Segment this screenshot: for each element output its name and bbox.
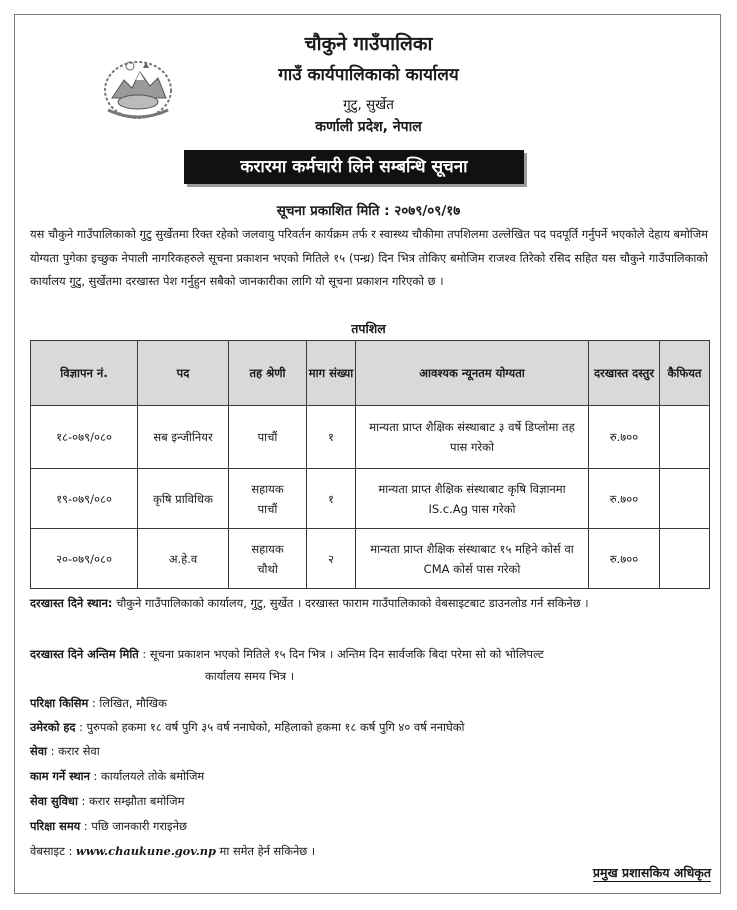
cell-level: सहायक चौथो — [229, 529, 307, 589]
col-count: माग संख्या — [307, 341, 356, 406]
deadline-label: दरखास्त दिने अन्तिम मिति — [30, 647, 139, 661]
website-line — [30, 840, 710, 862]
workplace-label: काम गर्ने स्थान — [30, 769, 90, 783]
table-row — [31, 469, 710, 529]
table-row — [31, 529, 710, 589]
col-remarks: कैफियत — [660, 341, 710, 406]
workplace-value: : कार्यालयले तोके बमोजिम — [89, 769, 205, 783]
exam-type-label: परिक्षा किसिम — [30, 696, 89, 710]
service-label: सेवा — [30, 744, 47, 758]
col-post: पद — [138, 341, 229, 406]
cell-ad-no: १९-०७९/०८० — [31, 469, 138, 529]
website-suffix: मा समेत हेर्न सकिनेछ । — [215, 844, 316, 858]
office-location: गुटु, सुर्खेत — [343, 97, 394, 113]
cell-count: २ — [307, 529, 356, 589]
table-caption: तपशिल — [351, 321, 386, 336]
service-type — [30, 740, 710, 762]
facility-label: सेवा सुविधा — [30, 794, 78, 808]
cell-qualification: मान्यता प्राप्त शैक्षिक संस्थाबाट ३ वर्षे डिप्लोमा तह पास गरेको — [356, 406, 589, 469]
age-label: उमेरको हद — [30, 720, 76, 734]
apply-place-label: दरखास्त दिने स्थान: — [30, 596, 113, 610]
notice-title: करारमा कर्मचारी लिने सम्बन्धि सूचना — [184, 150, 524, 184]
apply-place — [30, 592, 710, 614]
cell-remarks — [660, 469, 710, 529]
table-header-row — [31, 341, 710, 406]
exam-type-value: : लिखित, मौखिक — [88, 696, 167, 710]
col-ad-no: विज्ञापन नं. — [31, 341, 138, 406]
cell-ad-no: २०-०७९/०८० — [31, 529, 138, 589]
cell-post: कृषि प्राविधिक — [138, 469, 229, 529]
province-name: कर्णाली प्रदेश, नेपाल — [315, 119, 422, 135]
website-label: वेबसाइट : — [30, 844, 76, 858]
cell-remarks — [660, 406, 710, 469]
cell-level: पाचौं — [229, 406, 307, 469]
work-place — [30, 765, 710, 787]
municipality-name: चौकुने गाउँपालिका — [304, 33, 433, 55]
deadline — [30, 643, 710, 687]
deadline-value: : सूचना प्रकाशन भएको मितिले १५ दिन भित्र । अन्तिम दिन सार्वजकि बिदा परेमा सो को भोलिपल्ट — [138, 647, 544, 661]
cell-qualification: मान्यता प्राप्त शैक्षिक संस्थाबाट १५ महिने कोर्स वा CMA कोर्स पास गरेको — [356, 529, 589, 589]
cell-fee: रु.७०० — [589, 406, 660, 469]
published-date: सूचना प्रकाशित मिति : २०७९/०९/१७ — [276, 203, 461, 219]
exam-time — [30, 815, 710, 837]
website-link[interactable]: www.chaukune.gov.np — [75, 844, 216, 858]
cell-fee: रु.७०० — [589, 469, 660, 529]
col-qualification: आवश्यक न्यूनतम योग्यता — [356, 341, 589, 406]
table-row — [31, 406, 710, 469]
cell-count: १ — [307, 406, 356, 469]
deadline-value-continued: कार्यालय समय भित्र । — [205, 669, 295, 683]
cell-post: सब इन्जीनियर — [138, 406, 229, 469]
intro-paragraph: यस चौकुने गाउँपालिकाको गुटु सुर्खेतमा रिक्त रहेको जलवायु परिवर्तन कार्यक्रम तर्फ र स्वास्थ्य चौकीमा तपशिलमा उल्लेखित पद पदपूर्ति गर्नुपर्ने भएकोले देहाय बमोजिम योग्यता पुगेका इच्छुक नेपाली नागरिकहरुले सूचना प्रकाशन भएको मितिले १५ (पन्ध्र) दिन भित्र तोकिए बमोजिम राजश्व तिरेको रसिद सहित यस चौकुने गाउँपालिकाको कार्यालय गुटु, सुर्खेतमा दरखास्त पेश गर्नुहुन सबैको जानकारीका लागि यो सूचना प्रकाशन गरिएको छ । — [30, 227, 708, 288]
cell-count: १ — [307, 469, 356, 529]
service-value: : करार सेवा — [46, 744, 100, 758]
vacancy-table — [30, 340, 710, 589]
exam-time-label: परिक्षा समय — [30, 819, 81, 833]
cell-post: अ.हे.व — [138, 529, 229, 589]
age-limit — [30, 716, 710, 738]
cell-fee: रु.७०० — [589, 529, 660, 589]
cell-ad-no: १८-०७९/०८० — [31, 406, 138, 469]
office-name: गाउँ कार्यपालिकाको कार्यालय — [278, 65, 459, 85]
col-fee: दरखास्त दस्तुर — [589, 341, 660, 406]
cell-level: सहायक पाचौं — [229, 469, 307, 529]
facility-value: : करार सम्झौता बमोजिम — [77, 794, 185, 808]
exam-type — [30, 692, 710, 714]
exam-time-value: : पछि जानकारी गराइनेछ — [80, 819, 187, 833]
age-value: : पुरुपको हकमा १८ वर्ष पुगि ३५ वर्ष ननाघेको, महिलाको हकमा १८ कर्ष पुगि ४० वर्ष ननाघेको — [75, 720, 465, 734]
cell-qualification: मान्यता प्राप्त शैक्षिक संस्थाबाट कृषि विज्ञानमा IS.c.Ag पास गरेको — [356, 469, 589, 529]
apply-place-value: चौकुने गाउँपालिकाको कार्यालय, गुटु, सुर्खेत । दरखास्त फाराम गाउँपालिकाको वेबसाइटबाट डाउनलोड गर्न सकिनेछ । — [112, 596, 589, 610]
cell-remarks — [660, 529, 710, 589]
service-facility — [30, 790, 710, 812]
signatory: प्रमुख प्रशासकिय अधिकृत — [592, 865, 711, 880]
col-level: तह श्रेणी — [229, 341, 307, 406]
